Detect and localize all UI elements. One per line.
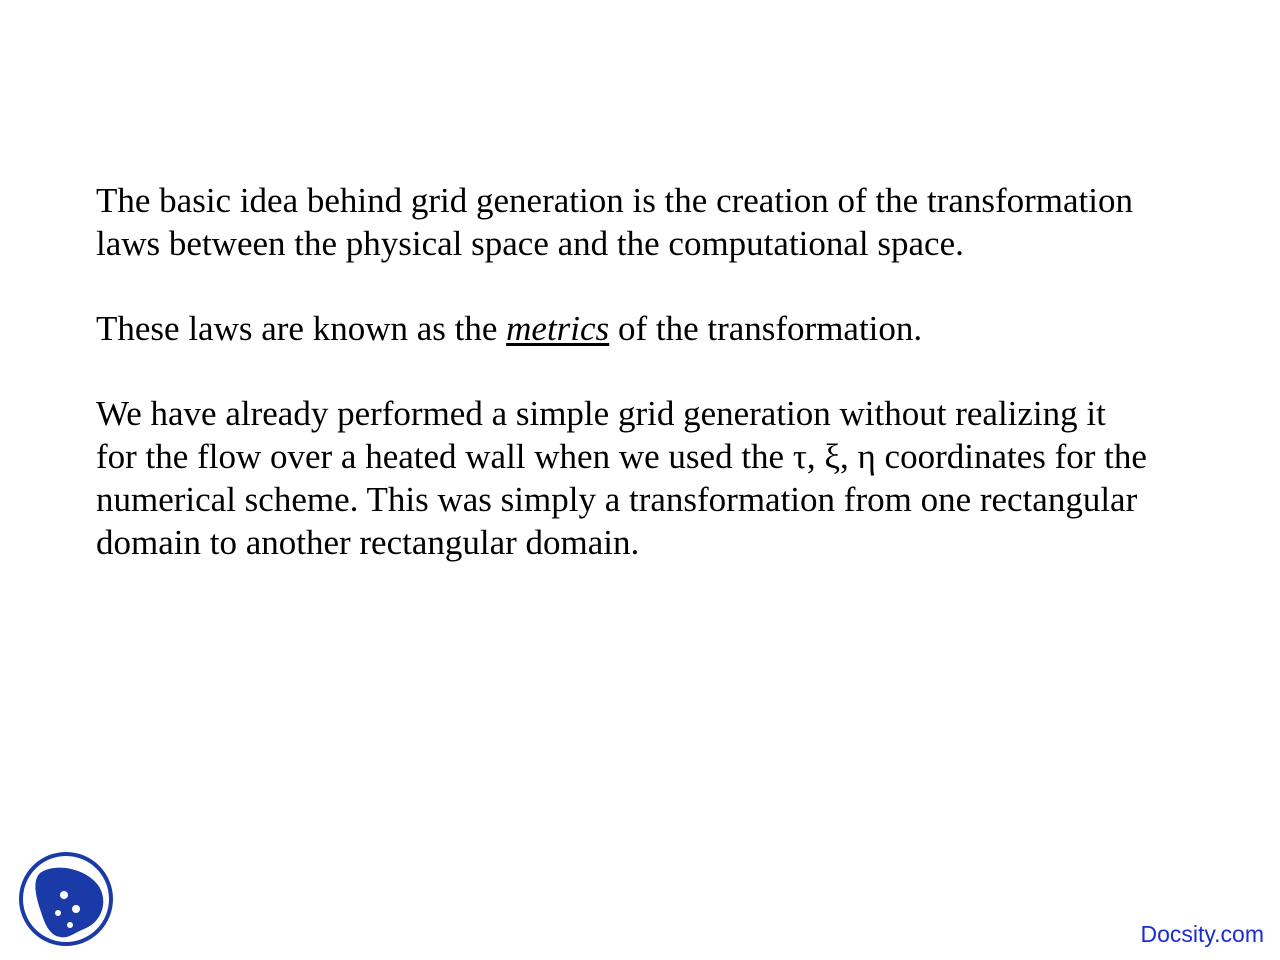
docsity-link[interactable]: Docsity.com [1140, 921, 1264, 947]
text-segment: of the transformation. [609, 309, 923, 348]
paragraph-grid-generation-idea [96, 179, 1216, 265]
text-segment: These laws are known as the [96, 309, 507, 348]
text-line: domain to another rectangular domain. [96, 523, 640, 562]
text-line: for the flow over a heated wall when we used the τ, ξ, η coordinates for the [96, 437, 1147, 476]
docsity-logo-graphic [18, 851, 114, 947]
text-line: We have already performed a simple grid generation without realizing it [96, 394, 1106, 433]
text-line: laws between the physical space and the computational space. [96, 224, 964, 263]
text-line: The basic idea behind grid generation is the creation of the transformation [96, 181, 1133, 220]
paragraph-metrics [96, 307, 1216, 350]
slide-body [96, 179, 1216, 606]
docsity-logo-icon [18, 851, 114, 947]
paragraph-simple-grid-example [96, 392, 1216, 564]
metrics-term: metrics [506, 309, 610, 348]
text-line: numerical scheme. This was simply a transformation from one rectangular [96, 480, 1138, 519]
